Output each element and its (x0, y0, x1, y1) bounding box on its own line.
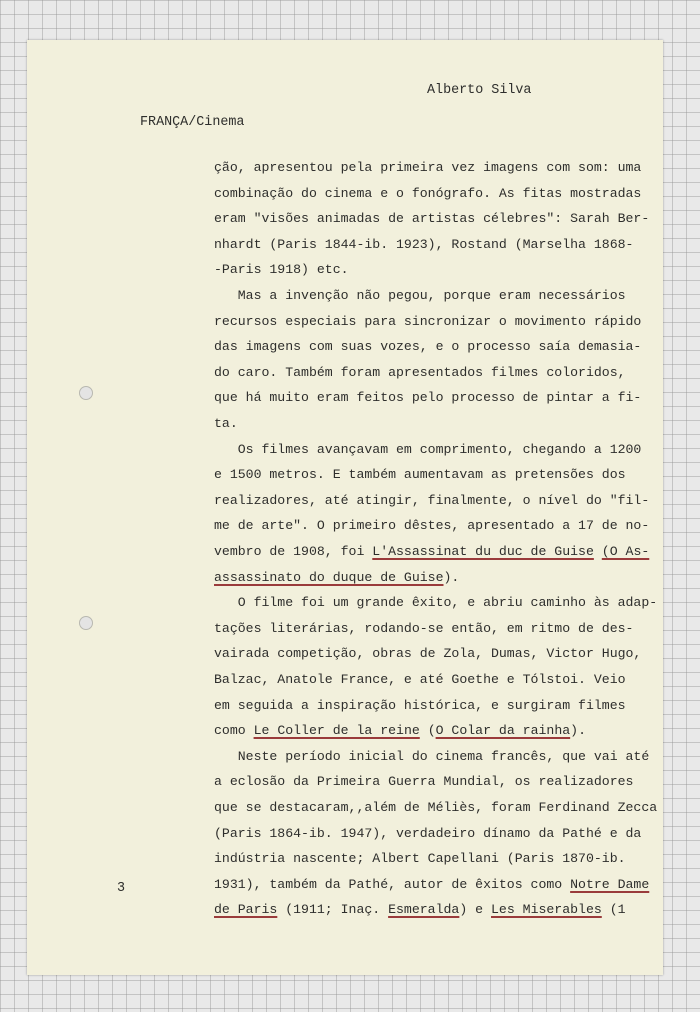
text-segment: 1931), também da Pathé, autor de êxitos como (214, 876, 571, 892)
text-segment: como (214, 723, 254, 739)
text-line (214, 621, 633, 636)
text-line (214, 288, 626, 303)
text-segment: das imagens com suas vozes, e o processo saía demasia- (214, 339, 642, 355)
text-segment: Mas a invenção não pegou, porque eram necessários (214, 288, 626, 303)
text-line (214, 186, 641, 201)
section-heading: FRANÇA/Cinema (140, 115, 245, 130)
text-line (214, 902, 626, 917)
text-line (214, 826, 641, 841)
underlined-title: Notre Dame (570, 876, 650, 892)
text-segment: Balzac, Anatole France, e até Goethe e Tólstoi. Veio (214, 672, 626, 687)
text-line (214, 518, 649, 533)
text-line (214, 544, 649, 559)
text-line (214, 749, 649, 764)
text-segment: realizadores, até atingir, finalmente, o nível do "fil- (214, 492, 650, 508)
underlined-title: assassinato do duque de Guise (214, 569, 444, 585)
text-segment: a eclosão da Primeira Guerra Mundial, os realizadores (214, 774, 634, 790)
text-segment: eram "visões animadas de artistas célebres": Sarah Ber- (214, 211, 650, 227)
text-segment (594, 544, 602, 559)
text-line (214, 160, 641, 175)
page-number: 3 (117, 881, 126, 896)
text-segment: indústria nascente; Albert Capellani (Paris 1870-ib. (214, 851, 626, 867)
underlined-title: Le Coller de la reine (253, 723, 420, 739)
text-line (214, 672, 626, 687)
text-line (214, 262, 349, 277)
text-segment: ). (570, 723, 586, 739)
text-segment: tações literárias, rodando-se então, em ritmo de des- (214, 620, 634, 636)
text-line (214, 851, 626, 866)
text-segment: ta. (214, 416, 238, 431)
text-line (214, 211, 649, 226)
text-segment: vairada competição, obras de Zola, Dumas, Victor Hugo, (214, 646, 642, 662)
text-segment: Os filmes avançavam em comprimento, chegando a 1200 (214, 441, 642, 457)
text-line (214, 698, 626, 713)
text-segment: recursos especiais para sincronizar o movimento rápido (214, 313, 642, 329)
text-segment: nhardt (Paris 1844-ib. 1923), Rostand (Marselha 1868- (214, 236, 634, 252)
text-line (214, 774, 633, 789)
text-segment: que há muito eram feitos pelo processo de pintar a fi- (214, 390, 642, 406)
text-line (214, 723, 586, 738)
text-segment: do caro. Também foram apresentados filmes coloridos, (214, 364, 626, 380)
text-segment: (Paris 1864-ib. 1947), verdadeiro dínamo da Pathé e da (214, 825, 642, 841)
underlined-title: O Colar da rainha (435, 723, 571, 739)
underlined-title: Esmeralda (388, 902, 460, 918)
underlined-title: (O As- (601, 544, 650, 559)
text-line (214, 365, 626, 380)
author-name: Alberto Silva (427, 83, 532, 98)
text-line (214, 877, 649, 892)
text-segment: (1 (601, 902, 626, 918)
text-line (214, 442, 641, 457)
underlined-title: de Paris (214, 902, 278, 918)
punch-hole (79, 616, 93, 630)
text-line (214, 467, 626, 482)
text-segment: (1911; Inaç. (277, 902, 389, 918)
text-segment: vembro de 1908, foi (214, 544, 373, 559)
underlined-title: Les Miserables (491, 902, 602, 918)
text-segment: em seguida a inspiração histórica, e surgiram filmes (214, 697, 626, 713)
text-segment: combinação do cinema e o fonógrafo. As fitas mostradas (214, 185, 642, 201)
text-segment: ( (419, 723, 436, 739)
text-segment: ). (443, 569, 460, 585)
text-segment: ção, apresentou pela primeira vez imagens com som: uma (214, 160, 642, 175)
text-segment: que se destacaram,,além de Méliès, foram Ferdinand Zecca (214, 800, 658, 815)
text-line (214, 595, 657, 610)
text-line (214, 237, 633, 252)
text-segment: O filme foi um grande êxito, e abriu caminho às adap- (214, 595, 658, 611)
text-segment: me de arte". O primeiro dêstes, apresentado a 17 de no- (214, 518, 650, 534)
text-line (214, 646, 641, 661)
underlined-title: L'Assassinat du duc de Guise (372, 544, 594, 559)
text-line (214, 390, 641, 405)
text-segment: -Paris 1918) etc. (214, 262, 349, 278)
punch-hole (79, 386, 93, 400)
text-segment: e 1500 metros. E também aumentavam as pretensões dos (214, 467, 626, 483)
text-line (214, 416, 238, 431)
text-line (214, 800, 657, 815)
text-segment: ) e (459, 902, 491, 918)
text-line (214, 570, 459, 585)
text-line (214, 493, 649, 508)
text-line (214, 339, 641, 354)
text-segment: Neste período inicial do cinema francês, que vai até (214, 748, 650, 764)
text-line (214, 314, 641, 329)
